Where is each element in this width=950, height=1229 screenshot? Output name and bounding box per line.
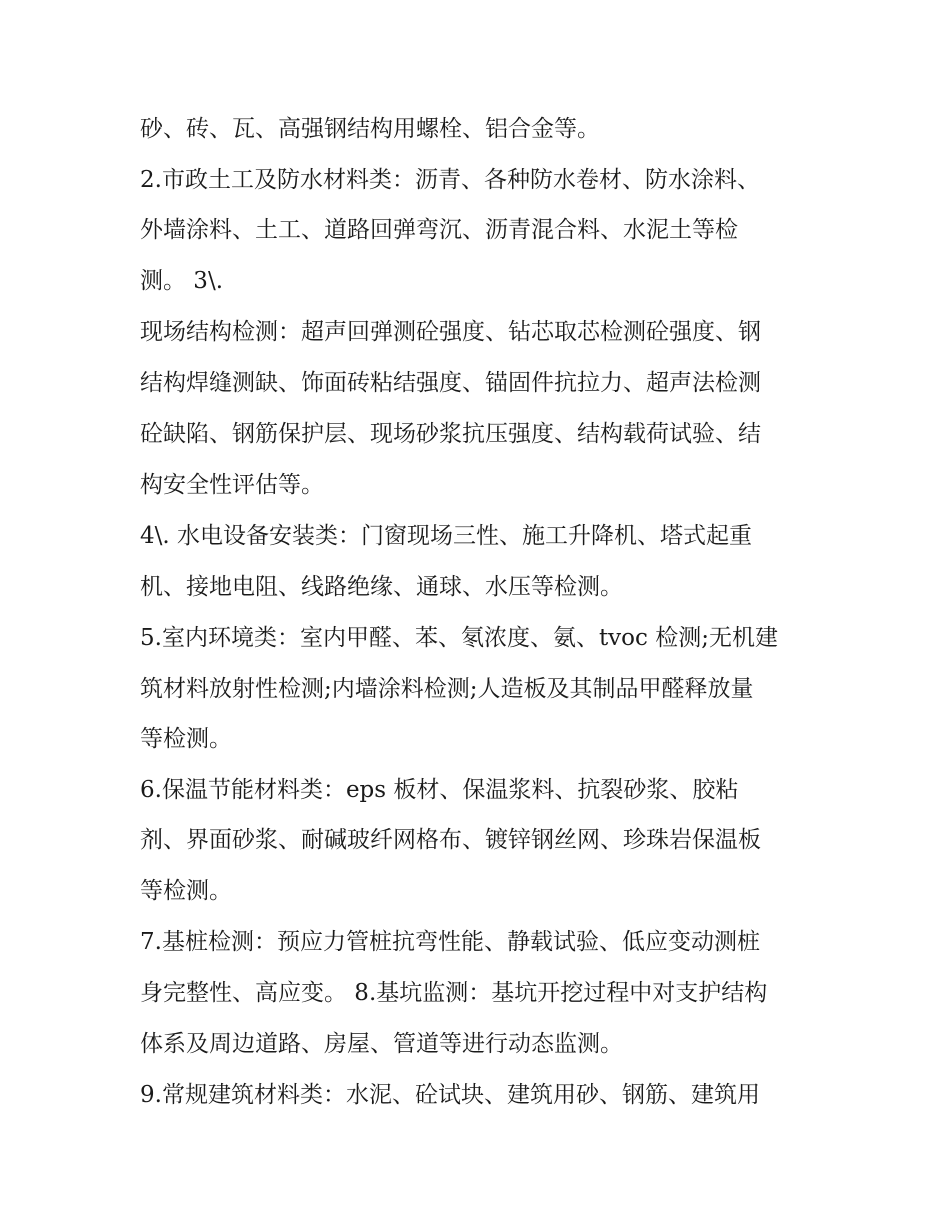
text-line: 砼缺陷、钢筋保护层、现场砂浆抗压强度、结构载荷试验、结 [140, 421, 761, 447]
text-line: 4\. 水电设备安装类：门窗现场三性、施工升降机、塔式起重 [140, 523, 753, 549]
text-line: 砂、砖、瓦、高强钢结构用螺栓、铝合金等。 [140, 116, 600, 142]
text-line: 身完整性、高应变。 8.基坑监测：基坑开挖过程中对支护结构 [140, 980, 768, 1006]
text-line: 结构焊缝测缺、饰面砖粘结强度、锚固件抗拉力、超声法检测 [140, 370, 761, 396]
text-line: 剂、界面砂浆、耐碱玻纤网格布、镀锌钢丝网、珍珠岩保温板 [140, 827, 761, 853]
text-line: 2.市政土工及防水材料类：沥青、各种防水卷材、防水涂料、 [140, 167, 760, 193]
text-line: 测。 3\. [140, 268, 224, 294]
text-line: 等检测。 [140, 878, 232, 904]
text-line: 5.室内环境类：室内甲醛、苯、氡浓度、氨、tvoc 检测;无机建 [140, 625, 778, 651]
text-line: 体系及周边道路、房屋、管道等进行动态监测。 [140, 1031, 623, 1057]
text-line: 7.基桩检测：预应力管桩抗弯性能、静载试验、低应变动测桩 [140, 929, 760, 955]
text-line: 6.保温节能材料类：eps 板材、保温浆料、抗裂砂浆、胶粘 [140, 777, 739, 803]
text-line: 现场结构检测：超声回弹测砼强度、钻芯取芯检测砼强度、钢 [140, 319, 761, 345]
text-line: 外墙涂料、土工、道路回弹弯沉、沥青混合料、水泥土等检 [140, 217, 738, 243]
text-line: 筑材料放射性检测;内墙涂料检测;人造板及其制品甲醛释放量 [140, 676, 754, 702]
text-line: 等检测。 [140, 726, 232, 752]
text-line: 机、接地电阻、线路绝缘、通球、水压等检测。 [140, 574, 623, 600]
text-line: 9.常规建筑材料类：水泥、砼试块、建筑用砂、钢筋、建筑用 [140, 1082, 760, 1108]
text-line: 构安全性评估等。 [140, 472, 324, 498]
